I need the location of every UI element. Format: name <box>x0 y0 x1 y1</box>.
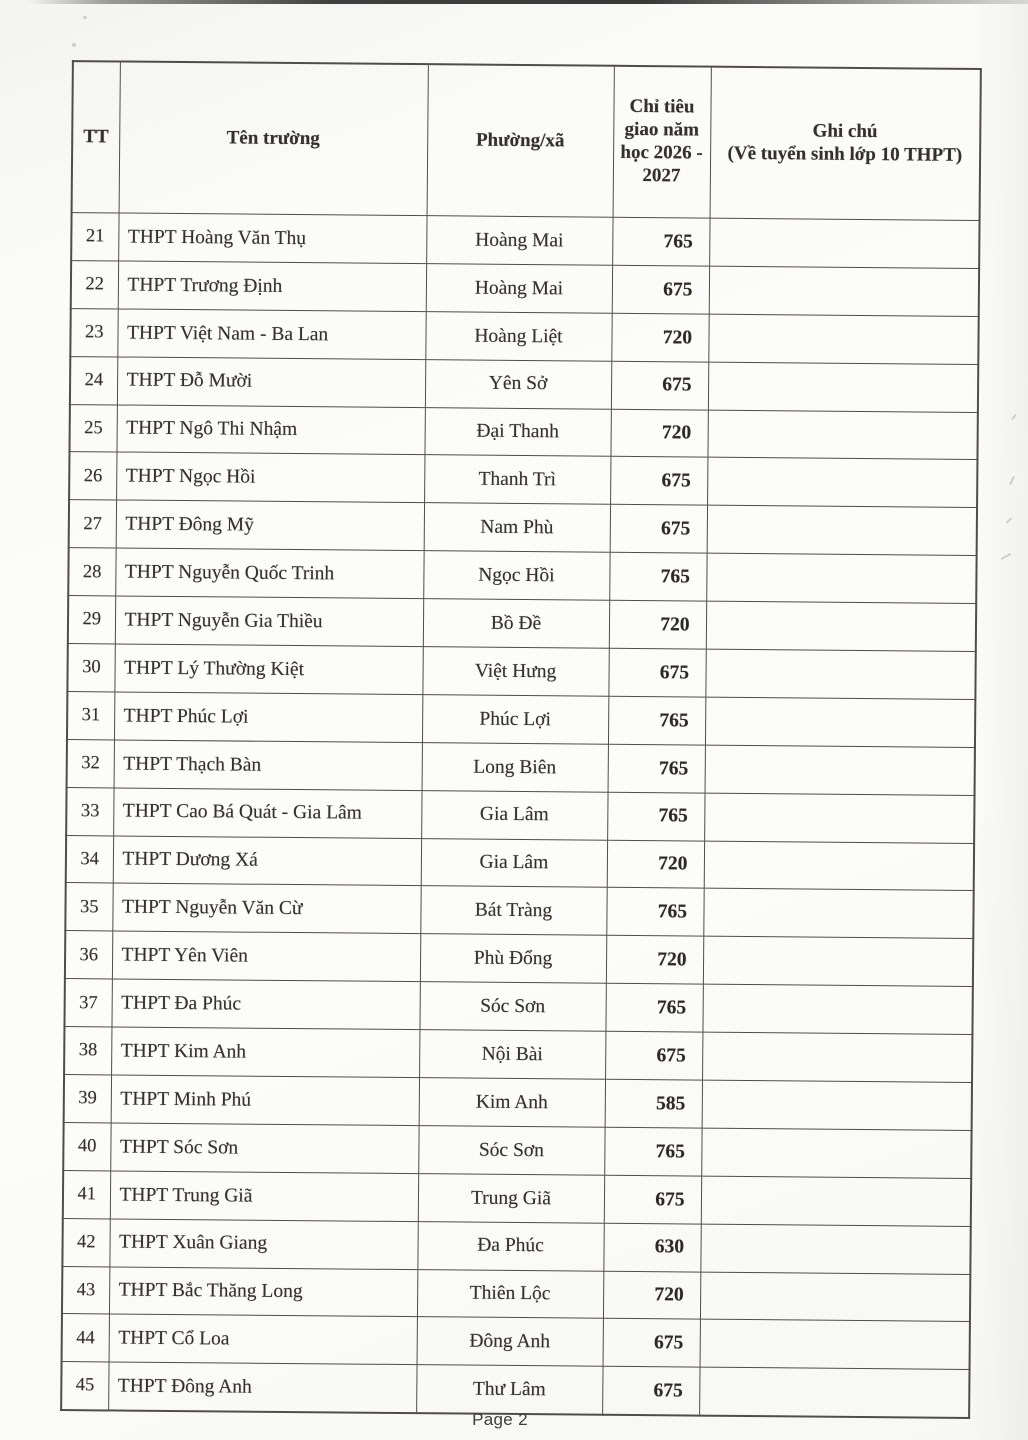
cell-tt: 23 <box>70 308 117 356</box>
cell-quota: 675 <box>610 505 707 554</box>
cell-school: THPT Việt Nam - Ba Lan <box>117 309 425 360</box>
cell-note <box>705 649 975 699</box>
cell-school: THPT Trương Định <box>118 261 426 312</box>
cell-note <box>706 601 976 651</box>
cell-tt: 43 <box>62 1266 109 1314</box>
cell-quota: 675 <box>612 265 709 314</box>
cell-tt: 32 <box>67 739 114 787</box>
table-row <box>64 1027 972 1083</box>
cell-quota: 675 <box>605 1031 702 1080</box>
cell-tt: 38 <box>64 1027 111 1075</box>
table-header-row <box>72 61 981 220</box>
cell-school: THPT Ngọc Hồi <box>116 452 424 503</box>
table-row <box>64 1075 972 1131</box>
cell-quota: 765 <box>608 696 705 745</box>
scan-artifact-mark <box>1006 517 1013 523</box>
cell-quota: 675 <box>602 1367 699 1416</box>
cell-ward: Trung Giã <box>418 1173 604 1223</box>
cell-ward: Hoàng Liệt <box>425 311 611 361</box>
cell-ward: Phúc Lợi <box>422 695 608 745</box>
cell-tt: 28 <box>68 548 115 596</box>
table-row <box>66 787 974 843</box>
cell-note <box>706 553 976 603</box>
cell-note <box>702 1080 972 1130</box>
table-row <box>68 548 976 604</box>
cell-ward: Yên Sở <box>425 359 611 409</box>
cell-tt: 33 <box>66 787 113 835</box>
cell-quota: 765 <box>605 984 702 1033</box>
table-row <box>66 835 974 891</box>
cell-tt: 45 <box>61 1362 108 1410</box>
cell-tt: 37 <box>64 979 111 1027</box>
cell-note <box>707 410 977 460</box>
scan-artifact-mark <box>1001 553 1012 560</box>
cell-school: THPT Đông Anh <box>108 1362 416 1413</box>
cell-tt: 26 <box>69 452 116 500</box>
cell-school: THPT Kim Anh <box>111 1027 419 1078</box>
cell-note <box>699 1367 969 1417</box>
cell-school: THPT Phúc Lợi <box>114 692 422 743</box>
scanner-edge-band <box>28 0 1028 4</box>
cell-tt: 27 <box>69 500 116 548</box>
cell-ward: Ngọc Hồi <box>423 551 609 601</box>
cell-quota: 765 <box>607 792 704 841</box>
table-row <box>70 356 978 412</box>
scan-artifact-mark <box>1011 414 1016 420</box>
school-quota-table <box>60 60 982 1419</box>
table-row <box>62 1314 970 1370</box>
table-row <box>68 596 976 652</box>
cell-note <box>701 1128 971 1178</box>
school-quota-table-container <box>60 60 980 1419</box>
cell-ward: Hoàng Mai <box>426 264 612 314</box>
cell-tt: 40 <box>63 1122 110 1170</box>
cell-ward: Việt Hưng <box>422 647 608 697</box>
cell-ward: Sóc Sơn <box>419 982 605 1032</box>
table-row <box>69 452 977 508</box>
cell-school: THPT Nguyễn Gia Thiều <box>115 596 423 647</box>
cell-ward: Gia Lâm <box>421 790 607 840</box>
cell-school: THPT Xuân Giang <box>109 1219 417 1270</box>
cell-tt: 35 <box>65 883 112 931</box>
cell-school: THPT Yên Viên <box>112 931 420 982</box>
column-header-school: Tên trường <box>119 61 428 215</box>
cell-note <box>700 1320 970 1370</box>
cell-ward: Long Biên <box>422 742 608 792</box>
cell-note <box>707 458 977 508</box>
cell-quota: 720 <box>609 600 706 649</box>
table-row <box>64 979 972 1035</box>
cell-note <box>705 697 975 747</box>
cell-tt: 30 <box>67 644 114 692</box>
cell-note <box>703 936 973 986</box>
cell-tt: 36 <box>65 931 112 979</box>
cell-quota: 720 <box>607 840 704 889</box>
cell-quota: 585 <box>605 1079 702 1128</box>
table-row <box>69 404 977 460</box>
cell-ward: Đông Anh <box>417 1317 603 1367</box>
cell-school: THPT Lý Thường Kiệt <box>114 644 422 695</box>
cell-tt: 41 <box>63 1170 110 1218</box>
cell-school: THPT Đỗ Mười <box>117 357 425 408</box>
table-row <box>67 644 975 700</box>
table-row <box>65 883 973 939</box>
cell-quota: 675 <box>611 361 708 410</box>
cell-quota: 765 <box>612 217 709 266</box>
cell-ward: Phù Đổng <box>420 934 606 984</box>
cell-school: THPT Đa Phúc <box>111 979 419 1030</box>
table-row <box>65 931 973 987</box>
table-row <box>62 1266 970 1322</box>
cell-note <box>703 889 973 939</box>
scan-artifact-mark <box>1009 476 1014 485</box>
column-header-quota: Chỉ tiêu giao năm học 2026 - 2027 <box>613 66 711 218</box>
cell-ward: Thiên Lộc <box>417 1269 603 1319</box>
column-header-note: Ghi chú (Về tuyển sinh lớp 10 THPT) <box>710 67 981 221</box>
table-row <box>70 308 978 364</box>
cell-note <box>700 1272 970 1322</box>
cell-quota: 675 <box>610 457 707 506</box>
cell-ward: Hoàng Mai <box>426 216 612 266</box>
cell-school: THPT Minh Phú <box>111 1075 419 1126</box>
table-row <box>71 260 979 316</box>
cell-quota: 675 <box>608 648 705 697</box>
cell-note <box>709 218 979 268</box>
cell-school: THPT Nguyễn Quốc Trinh <box>115 548 423 599</box>
cell-quota: 765 <box>608 744 705 793</box>
cell-note <box>708 362 978 412</box>
cell-ward: Nội Bài <box>419 1030 605 1080</box>
cell-tt: 25 <box>69 404 116 452</box>
cell-tt: 29 <box>68 596 115 644</box>
column-header-ward: Phường/xã <box>427 64 614 217</box>
cell-tt: 21 <box>71 213 118 261</box>
cell-quota: 720 <box>606 936 703 985</box>
cell-ward: Bát Tràng <box>420 886 606 936</box>
cell-quota: 765 <box>606 888 703 937</box>
cell-school: THPT Sóc Sơn <box>110 1123 418 1174</box>
cell-tt: 24 <box>70 356 117 404</box>
cell-ward: Sóc Sơn <box>418 1126 604 1176</box>
table-body <box>61 213 979 1418</box>
cell-school: THPT Hoàng Văn Thụ <box>118 213 426 264</box>
cell-school: THPT Nguyễn Văn Cừ <box>112 883 420 934</box>
cell-note <box>700 1224 970 1274</box>
cell-note <box>708 314 978 364</box>
cell-school: THPT Thạch Bàn <box>114 740 422 791</box>
table-row <box>69 500 977 556</box>
cell-note <box>702 1032 972 1082</box>
scan-speck <box>83 16 87 19</box>
cell-ward: Nam Phù <box>424 503 610 553</box>
cell-tt: 22 <box>71 260 118 308</box>
cell-school: THPT Cao Bá Quát - Gia Lâm <box>113 788 421 839</box>
cell-ward: Thanh Trì <box>424 455 610 505</box>
cell-quota: 720 <box>603 1271 700 1320</box>
cell-ward: Bồ Đề <box>423 599 609 649</box>
cell-school: THPT Cổ Loa <box>109 1314 417 1365</box>
cell-note <box>709 266 979 316</box>
table-row <box>63 1122 971 1178</box>
cell-tt: 42 <box>62 1218 109 1266</box>
cell-ward: Đại Thanh <box>424 407 610 457</box>
table-row <box>71 213 979 269</box>
page-number-label: Page 2 <box>472 1410 528 1429</box>
cell-note <box>704 793 974 843</box>
cell-tt: 39 <box>64 1075 111 1123</box>
cell-note <box>705 745 975 795</box>
table-row <box>63 1170 971 1226</box>
column-header-tt: TT <box>72 61 120 213</box>
cell-ward: Thư Lâm <box>416 1365 602 1415</box>
cell-quota: 765 <box>604 1127 701 1176</box>
cell-quota: 675 <box>604 1175 701 1224</box>
table-row <box>67 739 975 795</box>
cell-quota: 720 <box>611 313 708 362</box>
cell-school: THPT Bắc Thăng Long <box>109 1267 417 1318</box>
cell-quota: 675 <box>603 1319 700 1368</box>
table-row <box>67 691 975 747</box>
cell-school: THPT Ngô Thi Nhậm <box>116 405 424 456</box>
cell-school: THPT Trung Giã <box>110 1171 418 1222</box>
cell-tt: 44 <box>62 1314 109 1362</box>
scan-speck <box>72 43 76 47</box>
cell-ward: Gia Lâm <box>421 838 607 888</box>
cell-ward: Đa Phúc <box>417 1221 603 1271</box>
table-row <box>62 1218 970 1274</box>
cell-ward: Kim Anh <box>419 1078 605 1128</box>
cell-quota: 630 <box>603 1223 700 1272</box>
cell-note <box>702 984 972 1034</box>
cell-school: THPT Đông Mỹ <box>116 500 424 551</box>
cell-quota: 720 <box>610 409 707 458</box>
cell-tt: 34 <box>66 835 113 883</box>
cell-note <box>701 1176 971 1226</box>
cell-tt: 31 <box>67 691 114 739</box>
cell-note <box>704 841 974 891</box>
cell-quota: 765 <box>609 553 706 602</box>
table-header <box>72 61 981 220</box>
cell-school: THPT Dương Xá <box>113 836 421 887</box>
cell-note <box>707 505 977 555</box>
